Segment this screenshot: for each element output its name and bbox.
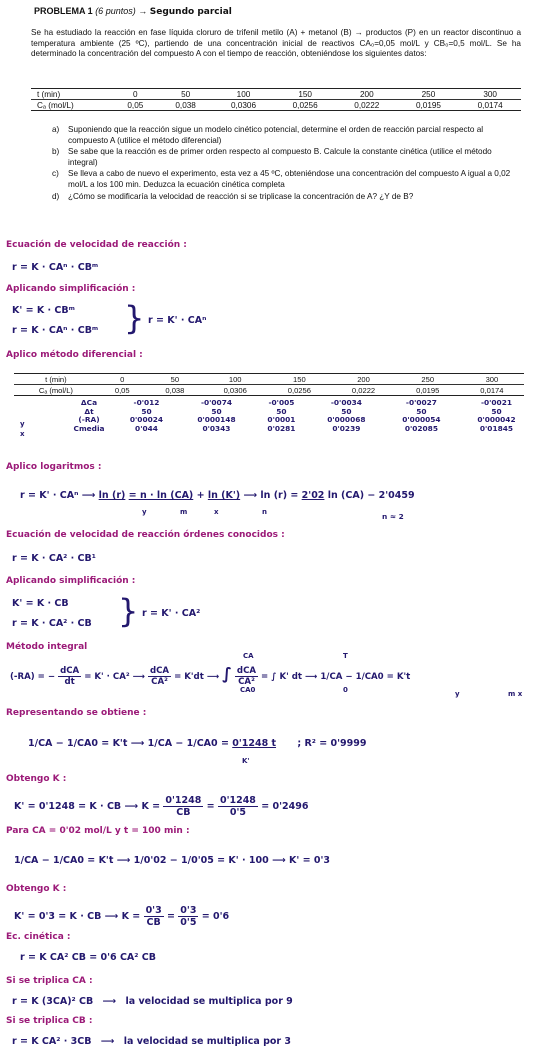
question-letter: c) [52,169,59,179]
arrow-icon: ⟶ [206,672,220,682]
equation-rate-full: r = K · CAⁿ · CBᵐ [12,325,99,336]
table-cell: 150 [267,374,331,385]
integral-upper-limit-2: T [343,652,348,660]
heading-differential-method: Aplico método diferencial : [6,350,143,360]
heading-simplification-2: Aplicando simplificación : [6,576,136,586]
heading-obtain-k-2: Obtengo K : [6,884,67,894]
question-text: Se lleva a cabo de nuevo el experimento, esta vez a 45 ºC, obteniéndose una concentración del compuesto A igual a 0,02 mol/L a los 100 min. Deduzca la ecuación cinética completa [68,169,511,189]
data-table [31,88,521,111]
question-text: Se sabe que la reacción es de primer orden respecto al compuesto B. Calcule la constante cinética (utilice el método integral) [68,147,492,167]
log-eq-lnr: ln (r) [98,490,126,501]
fraction-numerator: dCA [60,666,80,676]
arrow-icon: ⟶ [243,490,258,501]
fraction-denominator: CB [146,917,161,928]
heading-integral-method: Método integral [6,642,88,652]
integral-equation [10,664,410,687]
table-cell: 50 [341,406,352,416]
equation-triple-ca [12,996,293,1007]
fraction-denominator: CA² [151,677,168,687]
table-cell: 0,0306 [213,100,275,111]
table-cell: -0'0021 [480,398,512,407]
question-text: Suponiendo que la reacción sigue un modelo cinético potencial, determine el orden de reacción parcial respecto al compuesto A (utilice el método diferencial) [68,125,484,145]
log-equation [20,490,415,501]
fraction [218,795,258,818]
table-cell: 0'0343 [202,423,231,433]
fraction [144,905,164,928]
arrow-icon: ⟶ [124,801,139,812]
table-cell: 50 [159,89,213,100]
table-row [14,374,524,385]
heading-represented: Representando se obtiene : [6,708,147,718]
fraction [235,666,258,687]
triple-ca-result: la velocidad se multiplica por 9 [125,996,293,1007]
log-eq-a: r = K' · CAⁿ [20,490,79,501]
table-cell: 50 [141,406,152,416]
arrow-icon: ⟶ [305,672,318,682]
table-cell: 50 [276,406,287,416]
table-cell: 0,0222 [336,100,398,111]
brace-symbol: } [118,592,139,630]
side-label-x: x [20,430,25,438]
table-row [64,399,534,408]
fraction-numerator: dCA [149,666,170,676]
heading-simplification: Aplicando simplificación : [6,284,136,294]
log-eq-slope: 2'02 [301,490,325,501]
table-cell: 0'0001 [267,415,296,425]
equation-known-orders: r = K · CA² · CB¹ [12,553,96,564]
integral-upper-limit: CA [243,652,254,660]
table-cell: 200 [336,89,398,100]
fraction-denominator: 0'5 [180,917,197,928]
fraction [58,666,81,687]
table-cell: Cₐ (mol/L) [31,100,112,111]
underbrace-label-k: K' [242,757,250,765]
table-cell: 0'02085 [404,423,438,433]
equation-k-prime: K' = K · CBᵐ [12,305,75,316]
integral-lower-limit: CA0 [240,686,256,694]
k-calc-k: K = [141,801,161,812]
regression-equation [28,738,366,749]
title-handwritten: Segundo parcial [149,7,232,17]
arrow-icon: ⟶ [130,738,145,749]
question-letter: b) [52,147,60,157]
table-cell: 0,0256 [267,385,331,396]
k-calc-result: = 0'2496 [261,801,309,812]
heading-triple-cb: Si se triplica CB : [6,1016,93,1026]
log-eq-nlnca: = n · ln (CA) [128,490,194,501]
table-cell: 0 [112,89,159,100]
heading-rate-equation: Ecuación de velocidad de reacción : [6,240,187,250]
table-cell: (-RA) [78,415,100,425]
problem-title [34,6,232,17]
fraction-denominator: dt [64,677,75,687]
question-d [52,192,522,203]
table-cell: 150 [274,89,336,100]
equation-rate-simplified-2: r = K' · CA² [142,608,201,619]
triple-ca-eq: r = K (3CA)² CB [12,996,94,1007]
table-cell: 0,038 [147,385,203,396]
table-cell: 0,05 [112,100,159,111]
equation-k-prime-2: K' = K · CB [12,598,69,609]
equals-sign: = [206,801,215,812]
table-cell: 0,0195 [398,100,460,111]
table-cell: 50 [147,374,203,385]
underbrace-label-m: m [180,508,188,516]
equation-rate-full-2: r = K · CA² · CB [12,618,92,629]
fraction-numerator: dCA [236,666,257,676]
triple-cb-result: la velocidad se multiplica por 3 [123,1036,292,1047]
integral-mid: = K' · CA² [84,672,130,682]
fraction [148,666,171,687]
table-cell: Δt [84,406,94,416]
heading-logarithms: Aplico logaritmos : [6,462,102,472]
new-k-eq-a: 1/CA − 1/CA0 = K't [14,855,114,866]
differential-data-table [14,373,524,396]
underbrace-label-n: n [262,508,267,516]
question-letter: d) [52,191,60,201]
title-arrow: → [138,6,148,16]
k-calc-lhs: K' = 0'1248 = K · CB [14,801,122,812]
table-cell: 0 [98,374,147,385]
integral-rhs: = ∫ K' dt [261,672,302,682]
log-eq-plus: + [196,490,205,501]
table-cell: -0'0027 [405,398,437,407]
underbrace-label-mx: m x [508,690,523,698]
regression-eq-a: 1/CA − 1/CA0 = K't [28,738,128,749]
table-cell: Cₐ (mol/L) [14,385,98,396]
table-cell: 0'00024 [129,415,164,425]
equation-k-calc-2 [14,905,229,928]
equation-triple-cb [12,1036,291,1047]
heading-known-orders: Ecuación de velocidad de reacción órdenes conocidos : [6,530,285,540]
order-result: n ≈ 2 [382,512,404,521]
k-calc-2-lhs: K' = 0'3 = K · CB [14,911,102,922]
new-k-eq-b: 1/0'02 − 1/0'05 = K' · 100 [133,855,269,866]
table-cell: 50 [416,406,427,416]
log-eq-lnk: ln (K') [207,490,241,501]
question-letter: a) [52,125,60,134]
arrow-icon: ⟶ [102,996,117,1007]
k-calc-2-result: = 0'6 [201,911,230,922]
table-cell: 0,05 [98,385,147,396]
new-k-eq-c: K' = 0'3 [289,855,330,866]
table-cell: 0'0239 [332,423,361,433]
log-eq-result-lhs: ln (r) = [260,490,299,501]
arrow-icon: ⟶ [116,855,131,866]
table-cell: 100 [213,89,275,100]
table-cell: 0,0222 [331,385,395,396]
equation-rate: r = K · CAⁿ · CBᵐ [12,262,99,273]
table-cell: ΔCa [80,398,98,407]
table-cell: 50 [211,406,222,416]
table-cell: -0'005 [268,398,295,407]
log-eq-result-rhs: ln (CA) − 2'0459 [327,490,415,501]
equation-new-k [14,855,330,866]
table-cell: 50 [491,406,502,416]
fraction-numerator: 0'3 [180,905,197,916]
table-cell: Cmedia [73,423,105,433]
side-label-y: y [20,420,25,428]
heading-new-conditions: Para CA = 0'02 mol/L y t = 100 min : [6,826,190,836]
regression-eq-slope: 0'1248 t [232,738,277,749]
table-cell: t (min) [31,89,112,100]
problem-points: (6 puntos) [95,6,136,16]
integral-lower-limit-2: 0 [343,686,348,694]
regression-eq-b: 1/CA − 1/CA0 = [147,738,229,749]
table-cell: -0'012 [133,398,160,407]
table-cell: 0'000042 [477,415,516,425]
heading-obtain-k: Obtengo K : [6,774,67,784]
table-cell: 0'000148 [197,415,236,425]
table-cell: 100 [203,374,267,385]
table-cell: 300 [460,374,524,385]
equals-sign: = [167,911,175,922]
table-cell: 0,038 [159,100,213,111]
table-cell: 0'000068 [327,415,366,425]
question-text: ¿Cómo se modificaría la velocidad de reacción si se triplicase la concentración de A? ¿Y de B? [68,191,414,201]
fraction-numerator: 0'3 [145,905,162,916]
underbrace-label-y: y [142,508,147,516]
table-row [31,89,521,100]
heading-kinetic-equation: Ec. cinética : [6,932,71,942]
fraction-numerator: 0'1248 [165,795,202,806]
integral-sign-icon: ∫ [222,664,232,683]
brace-symbol: } [124,299,145,337]
table-cell: 0'044 [135,423,158,433]
table-cell: 0,0195 [396,385,460,396]
arrow-icon: ⟶ [81,490,96,501]
problem-number: PROBLEMA 1 [34,6,93,16]
fraction-numerator: 0'1248 [219,795,256,806]
triple-cb-eq: r = K CA² · 3CB [12,1036,92,1047]
underbrace-label-x: x [214,508,219,516]
fraction [163,795,203,818]
table-cell: 200 [331,374,395,385]
fraction-denominator: CA² [238,677,255,687]
table-cell: 0'000054 [402,415,441,425]
fraction [178,905,198,928]
table-cell: 0,0174 [459,100,521,111]
arrow-icon: ⟶ [132,672,145,682]
table-cell: 0'0281 [267,423,296,433]
table-cell: 0'01845 [479,423,514,433]
table-row [31,100,521,111]
integral-result: 1/CA − 1/CA0 = K't [320,672,411,682]
fraction-denominator: CB [176,807,191,818]
question-a [52,125,522,146]
table-cell: -0'0074 [200,398,232,407]
table-cell: t (min) [14,374,98,385]
question-list [52,125,522,203]
equation-rate-simplified: r = K' · CAⁿ [148,315,207,326]
question-c [52,169,522,190]
table-cell: -0'0034 [330,398,362,407]
table-row [64,425,534,434]
table-cell: 0,0256 [274,100,336,111]
table-cell: 250 [398,89,460,100]
integral-lhs: (-RA) = − [10,672,56,682]
differential-calc-table [64,399,534,433]
table-cell: 300 [459,89,521,100]
arrow-icon: ⟶ [104,911,119,922]
table-cell: 0,0174 [460,385,524,396]
underbrace-label-y: y [455,690,460,698]
k-calc-2-k: K = [121,911,141,922]
heading-triple-ca: Si se triplica CA : [6,976,93,986]
arrow-icon: ⟶ [100,1036,115,1047]
table-cell: 0,0306 [203,385,267,396]
equation-k-calc [14,795,308,818]
regression-r2: ; R² = 0'9999 [297,738,367,749]
problem-intro: Se ha estudiado la reacción en fase líquida cloruro de trifenil metilo (A) + metanol (B) → productos (P) en un reactor discontinuo a temperatura ambiente (25 ºC), partiendo de una concentración inicial de reactivos CA₀=0,05 mol/L y CB₀=0,5 mol/L. Se ha determinado la concentración del compuesto A con el tiempo de reacción, obteniéndose los siguientes datos: [31,28,521,59]
table-cell: 250 [396,374,460,385]
table-row [14,385,524,396]
fraction-denominator: 0'5 [229,807,246,818]
question-b [52,147,522,168]
equation-kinetic: r = K CA² CB = 0'6 CA² CB [20,952,156,963]
integral-mid2: = K'dt [174,672,204,682]
arrow-icon: ⟶ [272,855,286,866]
